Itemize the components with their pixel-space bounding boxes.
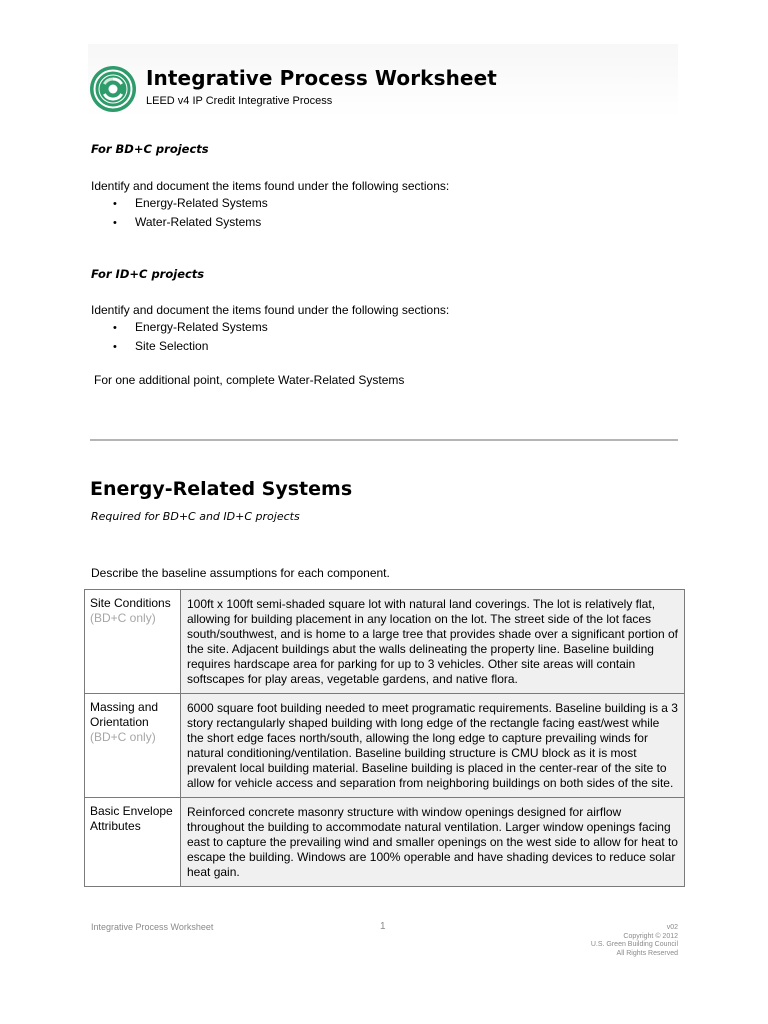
list-item: • Energy-Related Systems <box>113 194 268 213</box>
document-subtitle: LEED v4 IP Credit Integrative Process <box>146 95 333 107</box>
row-label <box>85 798 181 886</box>
list-item: • Water-Related Systems <box>113 213 268 232</box>
row-description[interactable]: 6000 square foot building needed to meet programatic requirements. Baseline building is a 3 story rectangularly shaped building with long edge of the rectangle facing east/west while the short edge faces north/south, allowing the long edge to capture prevailing winds for natural conditioning/ventilation. Baseline building structure is CMU block as it is most prevalent local building material. Baseline building is placed in the center-rear of the site to allow for vehicle access and separation from neighboring buildings on both sides of the site. <box>181 694 684 797</box>
row-label-scope: (BD+C only) <box>90 611 156 625</box>
row-label-text: Massing and Orientation <box>90 700 159 729</box>
footer-copyright-year: Copyright © 2012 <box>623 932 678 940</box>
row-label <box>85 590 181 693</box>
section-title: Energy-Related Systems <box>90 478 353 500</box>
bdc-intro: Identify and document the items found under the following sections: <box>91 179 450 193</box>
list-item: • Energy-Related Systems <box>113 318 268 337</box>
section-subtitle: Required for BD+C and ID+C projects <box>91 510 300 523</box>
footer-version: v02 <box>666 924 678 931</box>
idc-additional-note: For one additional point, complete Water-Related Systems <box>94 373 405 387</box>
footer-org: U.S. Green Building Council <box>590 941 678 949</box>
idc-list <box>113 318 268 355</box>
row-label-text: Site Conditions <box>90 596 171 610</box>
list-item: • Site Selection <box>113 337 268 356</box>
table-row <box>85 797 684 886</box>
row-label-text: Basic Envelope Attributes <box>90 804 173 833</box>
describe-instruction: Describe the baseline assumptions for each component. <box>91 566 390 580</box>
row-label <box>85 694 181 797</box>
footer-rights: All Rights Reserved <box>616 949 678 957</box>
page-number: 1 <box>380 921 386 932</box>
row-description[interactable]: 100ft x 100ft semi-shaded square lot with natural land coverings. The lot is relatively flat, allowing for building placement in any location on the lot. The street side of the lot faces south/southwest, and is home to a large tree that provides shade over a significant portion of the site. Adjacent buildings abut the walls delineating the property line. Baseline building requires hardscape area for parking for up to 3 vehicles. Other site areas will contain softscapes for play areas, vegetable gardens, and native flora. <box>181 590 684 693</box>
bdc-heading: For BD+C projects <box>91 142 209 156</box>
footer-doc-name: Integrative Process Worksheet <box>91 922 214 932</box>
baseline-table <box>84 589 685 887</box>
table-row <box>85 693 684 797</box>
section-divider <box>90 439 678 441</box>
footer-copyright <box>591 924 678 958</box>
table-row <box>85 590 684 693</box>
row-label-scope: (BD+C only) <box>90 730 156 744</box>
leed-circle-logo-icon <box>89 65 137 113</box>
document-title: Integrative Process Worksheet <box>146 66 497 90</box>
bdc-list <box>113 194 268 231</box>
idc-intro: Identify and document the items found under the following sections: <box>91 303 450 317</box>
idc-heading: For ID+C projects <box>91 267 205 281</box>
row-description[interactable]: Reinforced concrete masonry structure with window openings designed for airflow throughout the building to accommodate natural ventilation. Larger window openings facing east to capture the prevailing wind and smaller openings on the west side to allow for heat to escape the building. Windows are 100% operable and have shading devices to reduce solar heat gain. <box>181 798 684 886</box>
